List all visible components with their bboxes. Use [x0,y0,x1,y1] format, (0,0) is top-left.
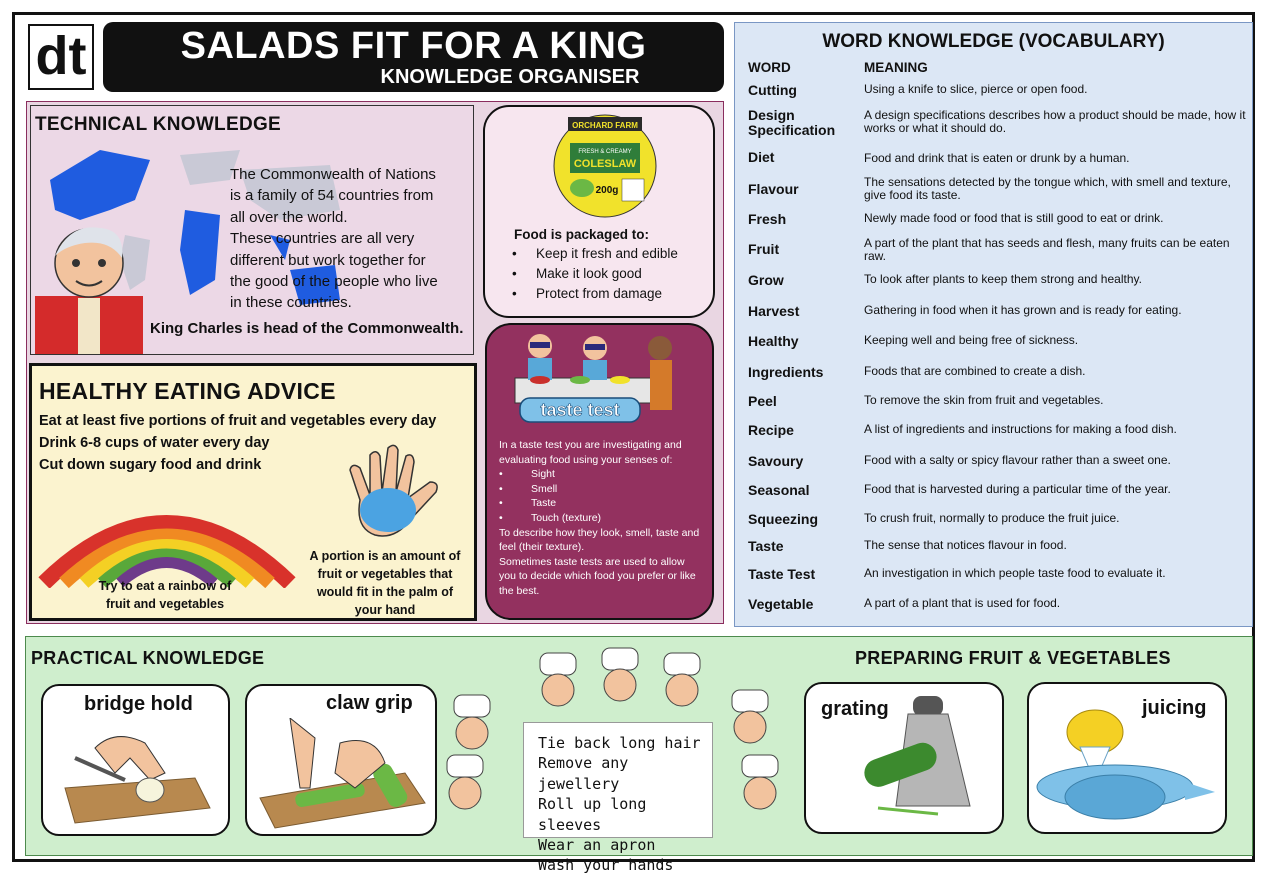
list-item: • Taste [499,496,704,511]
dt-logo [26,22,96,92]
list-item: • Smell [499,482,704,497]
commonwealth-description: The Commonwealth of Nations is a family of 54 countries from all over the world. These countries are all very different but work together for the good of the people who live in these countries. [230,166,438,312]
word-column-header: WORD [748,60,791,75]
healthy-eating-title: HEALTHY EATING ADVICE [39,378,336,404]
list-item: • Sight [499,467,704,482]
list-item: Tie back long hair [538,734,701,752]
meaning-column-header: MEANING [864,60,928,75]
svg-text:FRESH & CREAMY: FRESH & CREAMY [578,149,632,155]
packaging-list [512,244,712,304]
vocabulary-title: WORD KNOWLEDGE (VOCABULARY) [822,31,1165,52]
preparing-title: PREPARING FRUIT & VEGETABLES [855,648,1171,668]
list-item: • Make it look good [512,264,712,284]
list-item: • Protect from damage [512,284,712,304]
coleslaw-package-illustration [552,113,658,219]
senses-list [499,467,704,525]
packaging-heading: Food is packaged to: [514,227,650,242]
juicer-illustration [1035,692,1220,830]
taste-test-illustration [500,328,700,428]
svg-text:200g: 200g [595,185,619,196]
list-item: • Keep it fresh and edible [512,244,712,264]
list-item: • Touch (texture) [499,511,704,526]
claw-grip-illustration [255,718,430,830]
taste-test-text: In a taste test you are investigating and evaluating food using your senses of: • Sight • Smell • Taste • Touch (texture) To describe how they look, smell, taste and feel (their texture). Sometimes taste tests are used to allow you to decide which food you prefer or like the best. [499,438,704,599]
hand-portion-illustration [340,440,448,542]
grater-illustration [858,696,998,824]
king-charles-illustration [30,218,148,354]
svg-text:taste test: taste test [540,400,620,420]
svg-text:COLESLAW: COLESLAW [573,158,637,170]
svg-text:ORCHARD FARM: ORCHARD FARM [572,121,638,130]
list-item: Roll up long sleeves [538,795,647,834]
page-title: SALADS FIT FOR A KING [180,25,647,67]
juicing-label: juicing [1142,697,1207,719]
healthy-eating-advice: Eat at least five portions of fruit and vegetables every day Drink 6-8 cups of water every day Cut down sugary food and drink [39,413,437,473]
rainbow-fruit-illustration [36,478,298,588]
list-item: Remove any jewellery [538,754,629,793]
hygiene-checklist [538,733,718,876]
claw-grip-label: claw grip [326,692,413,714]
list-item: Wear an apron [538,836,656,855]
svg-text:dt: dt [35,26,87,86]
king-charles-line: King Charles is head of the Commonwealth. [150,320,464,337]
portion-caption: A portion is an amount of fruit or vegetables that would fit in the palm of your hand [309,549,461,617]
practical-title: PRACTICAL KNOWLEDGE [31,648,265,668]
bridge-hold-illustration [55,718,220,830]
rainbow-caption: Try to eat a rainbow of fruit and vegetables [98,579,232,611]
list-item: Wash your hands [538,856,674,875]
page-subtitle: KNOWLEDGE ORGANISER [380,66,640,88]
technical-title: TECHNICAL KNOWLEDGE [35,114,282,135]
bridge-hold-label: bridge hold [84,693,193,715]
grating-label: grating [821,698,889,720]
